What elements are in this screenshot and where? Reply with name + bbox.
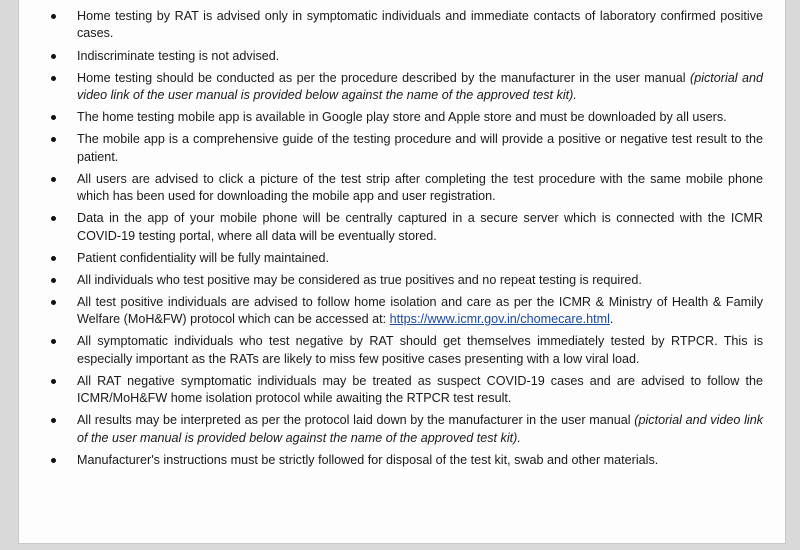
list-item: Patient confidentiality will be fully maintained.: [19, 250, 763, 267]
document-page: [18, 0, 786, 544]
list-item: Home testing should be conducted as per the procedure described by the manufacturer in the user manual (pictorial and video link of the user manual is provided below against the name of the approved test kit).: [19, 70, 763, 105]
list-item: All test positive individuals are advised to follow home isolation and care as per the ICMR & Ministry of Health & Family Welfare (MoH&FW) protocol which can be accessed at: https://www.icmr.gov.in/chomecare.html.: [19, 294, 763, 329]
list-item: All symptomatic individuals who test negative by RAT should get themselves immediately tested by RTPCR. This is especially important as the RATs are likely to miss few positive cases presenting with a low viral load.: [19, 333, 763, 368]
list-item: Data in the app of your mobile phone will be centrally captured in a secure server which is connected with the ICMR COVID-19 testing portal, where all data will be eventually stored.: [19, 210, 763, 245]
list-item: The home testing mobile app is available in Google play store and Apple store and must be downloaded by all users.: [19, 109, 763, 126]
list-item: All results may be interpreted as per the protocol laid down by the manufacturer in the user manual (pictorial and video link of the user manual is provided below against the name of the approved test kit).: [19, 412, 763, 447]
list-item: The mobile app is a comprehensive guide of the testing procedure and will provide a positive or negative test result to the patient.: [19, 131, 763, 166]
list-item: All RAT negative symptomatic individuals may be treated as suspect COVID-19 cases and are advised to follow the ICMR/MoH&FW home isolation protocol while awaiting the RTPCR test result.: [19, 373, 763, 408]
list-item: Home testing by RAT is advised only in symptomatic individuals and immediate contacts of laboratory confirmed positive cases.: [19, 8, 763, 43]
guidelines-list: [19, 0, 785, 469]
list-item: All users are advised to click a picture of the test strip after completing the test procedure with the same mobile phone which has been used for downloading the mobile app and user registration.: [19, 171, 763, 206]
homecare-link[interactable]: https://www.icmr.gov.in/chomecare.html: [389, 312, 610, 327]
italic-note: (pictorial and video link of the user manual is provided below against the name of the approved test kit).: [77, 70, 763, 102]
list-item: Indiscriminate testing is not advised.: [19, 48, 763, 65]
italic-note: (pictorial and video link of the user manual is provided below against the name of the approved test kit).: [77, 413, 763, 445]
list-item: Manufacturer's instructions must be strictly followed for disposal of the test kit, swab and other materials.: [19, 452, 763, 469]
list-item: All individuals who test positive may be considered as true positives and no repeat testing is required.: [19, 272, 763, 289]
